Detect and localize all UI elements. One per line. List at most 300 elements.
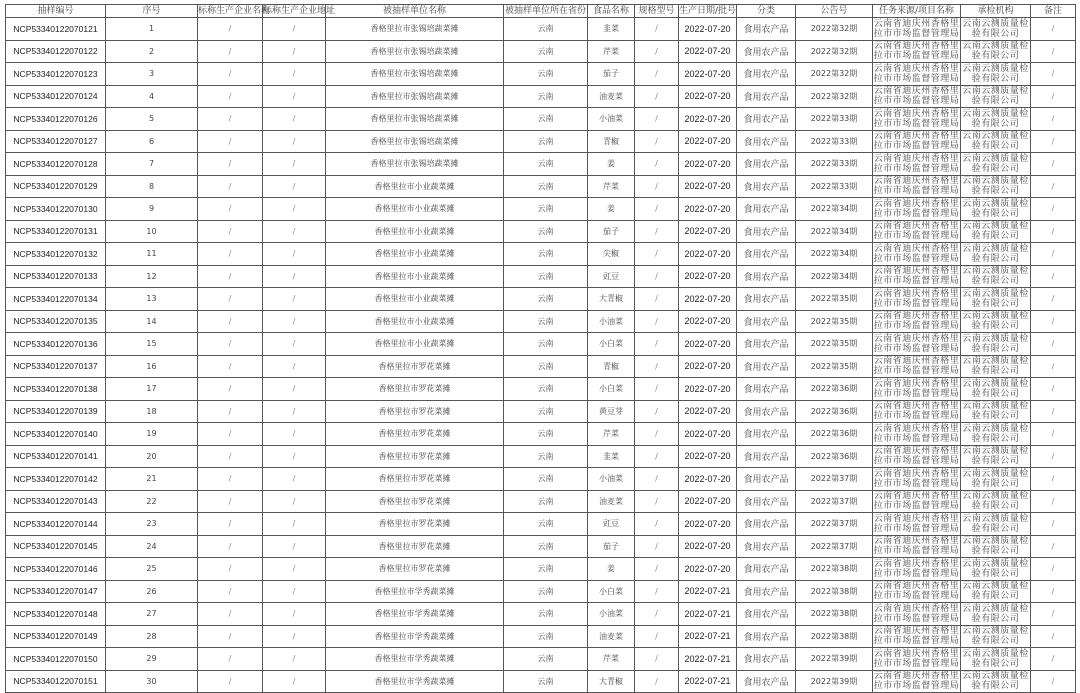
cell-category[interactable]: 食用农产品 xyxy=(737,153,796,176)
cell-manufacturer-name[interactable]: / xyxy=(198,310,263,333)
cell-production-date[interactable]: 2022-07-20 xyxy=(679,490,737,513)
cell-sampled-unit-province[interactable]: 云南 xyxy=(504,378,588,401)
cell-production-date[interactable]: 2022-07-20 xyxy=(679,153,737,176)
cell-sampled-unit-province[interactable]: 云南 xyxy=(504,468,588,491)
cell-serial-no[interactable]: 9 xyxy=(106,198,198,221)
cell-sampled-unit-name[interactable]: 香格里拉市小业蔬菜摊 xyxy=(326,220,504,243)
cell-production-date[interactable]: 2022-07-20 xyxy=(679,108,737,131)
cell-sampled-unit-name[interactable]: 香格里拉市张锡培蔬菜摊 xyxy=(326,40,504,63)
cell-category[interactable]: 食用农产品 xyxy=(737,580,796,603)
cell-sample-id[interactable]: NCP53340122070145 xyxy=(6,535,106,558)
cell-category[interactable]: 食用农产品 xyxy=(737,175,796,198)
cell-testing-agency[interactable]: 云南云测质量检验有限公司 xyxy=(962,423,1029,444)
cell-remarks[interactable]: / xyxy=(1031,625,1076,648)
cell-specification[interactable]: / xyxy=(635,490,679,513)
cell-specification[interactable]: / xyxy=(635,445,679,468)
cell-serial-no[interactable]: 6 xyxy=(106,130,198,153)
cell-production-date[interactable]: 2022-07-21 xyxy=(679,580,737,603)
cell-food-name[interactable]: 芹菜 xyxy=(588,648,635,671)
cell-serial-no[interactable]: 30 xyxy=(106,670,198,693)
cell-sample-id[interactable]: NCP53340122070131 xyxy=(6,220,106,243)
cell-announcement-no[interactable]: 2022第33期 xyxy=(796,108,873,131)
cell-production-date[interactable]: 2022-07-20 xyxy=(679,288,737,311)
cell-task-source[interactable]: 云南省迪庆州香格里拉市市场监督管理局 xyxy=(873,603,960,624)
cell-food-name[interactable]: 芹菜 xyxy=(588,423,635,446)
cell-food-name[interactable]: 青椒 xyxy=(588,355,635,378)
cell-specification[interactable]: / xyxy=(635,625,679,648)
cell-specification[interactable]: / xyxy=(635,130,679,153)
cell-sampled-unit-name[interactable]: 香格里拉市罗花菜摊 xyxy=(326,378,504,401)
cell-sample-id[interactable]: NCP53340122070141 xyxy=(6,445,106,468)
cell-manufacturer-name[interactable]: / xyxy=(198,130,263,153)
cell-remarks[interactable]: / xyxy=(1031,670,1076,693)
cell-manufacturer-name[interactable]: / xyxy=(198,648,263,671)
cell-manufacturer-name[interactable]: / xyxy=(198,265,263,288)
cell-production-date[interactable]: 2022-07-20 xyxy=(679,468,737,491)
cell-manufacturer-address[interactable]: / xyxy=(263,625,326,648)
cell-manufacturer-name[interactable]: / xyxy=(198,670,263,693)
cell-sampled-unit-province[interactable]: 云南 xyxy=(504,108,588,131)
cell-food-name[interactable]: 小白菜 xyxy=(588,580,635,603)
cell-production-date[interactable]: 2022-07-20 xyxy=(679,265,737,288)
cell-task-source[interactable]: 云南省迪庆州香格里拉市市场监督管理局 xyxy=(873,333,960,354)
cell-task-source[interactable]: 云南省迪庆州香格里拉市市场监督管理局 xyxy=(873,86,960,107)
cell-food-name[interactable]: 韭菜 xyxy=(588,18,635,41)
cell-specification[interactable]: / xyxy=(635,378,679,401)
cell-category[interactable]: 食用农产品 xyxy=(737,445,796,468)
cell-manufacturer-address[interactable]: / xyxy=(263,288,326,311)
cell-sampled-unit-name[interactable]: 香格里拉市学秀蔬菜摊 xyxy=(326,580,504,603)
cell-category[interactable]: 食用农产品 xyxy=(737,490,796,513)
cell-sample-id[interactable]: NCP53340122070128 xyxy=(6,153,106,176)
cell-sampled-unit-name[interactable]: 香格里拉市罗花菜摊 xyxy=(326,535,504,558)
cell-sample-id[interactable]: NCP53340122070132 xyxy=(6,243,106,266)
cell-sampled-unit-name[interactable]: 香格里拉市张锡培蔬菜摊 xyxy=(326,85,504,108)
cell-manufacturer-address[interactable]: / xyxy=(263,18,326,41)
cell-specification[interactable]: / xyxy=(635,243,679,266)
cell-announcement-no[interactable]: 2022第38期 xyxy=(796,603,873,626)
cell-serial-no[interactable]: 22 xyxy=(106,490,198,513)
cell-specification[interactable]: / xyxy=(635,63,679,86)
cell-sampled-unit-province[interactable]: 云南 xyxy=(504,85,588,108)
cell-testing-agency[interactable]: 云南云测质量检验有限公司 xyxy=(962,176,1029,197)
cell-sample-id[interactable]: NCP53340122070134 xyxy=(6,288,106,311)
cell-serial-no[interactable]: 16 xyxy=(106,355,198,378)
cell-specification[interactable]: / xyxy=(635,85,679,108)
cell-category[interactable]: 食用农产品 xyxy=(737,108,796,131)
cell-production-date[interactable]: 2022-07-20 xyxy=(679,130,737,153)
cell-manufacturer-name[interactable]: / xyxy=(198,63,263,86)
cell-sampled-unit-province[interactable]: 云南 xyxy=(504,490,588,513)
cell-serial-no[interactable]: 4 xyxy=(106,85,198,108)
cell-manufacturer-address[interactable]: / xyxy=(263,445,326,468)
cell-testing-agency[interactable]: 云南云测质量检验有限公司 xyxy=(962,671,1029,692)
cell-serial-no[interactable]: 27 xyxy=(106,603,198,626)
cell-announcement-no[interactable]: 2022第32期 xyxy=(796,40,873,63)
cell-sampled-unit-name[interactable]: 香格里拉市小业蔬菜摊 xyxy=(326,288,504,311)
cell-category[interactable]: 食用农产品 xyxy=(737,670,796,693)
cell-sampled-unit-province[interactable]: 云南 xyxy=(504,18,588,41)
cell-announcement-no[interactable]: 2022第32期 xyxy=(796,63,873,86)
cell-specification[interactable]: / xyxy=(635,18,679,41)
cell-sampled-unit-name[interactable]: 香格里拉市小业蔬菜摊 xyxy=(326,265,504,288)
cell-serial-no[interactable]: 7 xyxy=(106,153,198,176)
cell-testing-agency[interactable]: 云南云测质量检验有限公司 xyxy=(962,108,1029,129)
cell-remarks[interactable]: / xyxy=(1031,198,1076,221)
cell-remarks[interactable]: / xyxy=(1031,400,1076,423)
cell-testing-agency[interactable]: 云南云测质量检验有限公司 xyxy=(962,581,1029,602)
cell-testing-agency[interactable]: 云南云测质量检验有限公司 xyxy=(962,243,1029,264)
cell-production-date[interactable]: 2022-07-20 xyxy=(679,423,737,446)
cell-remarks[interactable]: / xyxy=(1031,40,1076,63)
cell-announcement-no[interactable]: 2022第38期 xyxy=(796,625,873,648)
cell-serial-no[interactable]: 10 xyxy=(106,220,198,243)
cell-announcement-no[interactable]: 2022第34期 xyxy=(796,220,873,243)
cell-sampled-unit-province[interactable]: 云南 xyxy=(504,513,588,536)
cell-announcement-no[interactable]: 2022第35期 xyxy=(796,288,873,311)
cell-remarks[interactable]: / xyxy=(1031,468,1076,491)
cell-production-date[interactable]: 2022-07-20 xyxy=(679,198,737,221)
cell-manufacturer-address[interactable]: / xyxy=(263,355,326,378)
cell-announcement-no[interactable]: 2022第37期 xyxy=(796,513,873,536)
cell-food-name[interactable]: 青椒 xyxy=(588,130,635,153)
cell-manufacturer-name[interactable]: / xyxy=(198,175,263,198)
cell-announcement-no[interactable]: 2022第38期 xyxy=(796,580,873,603)
cell-announcement-no[interactable]: 2022第37期 xyxy=(796,490,873,513)
cell-manufacturer-name[interactable]: / xyxy=(198,85,263,108)
cell-sample-id[interactable]: NCP53340122070138 xyxy=(6,378,106,401)
cell-sampled-unit-province[interactable]: 云南 xyxy=(504,198,588,221)
cell-production-date[interactable]: 2022-07-21 xyxy=(679,670,737,693)
cell-task-source[interactable]: 云南省迪庆州香格里拉市市场监督管理局 xyxy=(873,41,960,62)
cell-manufacturer-name[interactable]: / xyxy=(198,513,263,536)
cell-sampled-unit-name[interactable]: 香格里拉市学秀蔬菜摊 xyxy=(326,603,504,626)
cell-sample-id[interactable]: NCP53340122070127 xyxy=(6,130,106,153)
cell-food-name[interactable]: 韭菜 xyxy=(588,445,635,468)
cell-food-name[interactable]: 油麦菜 xyxy=(588,625,635,648)
cell-remarks[interactable]: / xyxy=(1031,175,1076,198)
cell-production-date[interactable]: 2022-07-20 xyxy=(679,355,737,378)
cell-manufacturer-address[interactable]: / xyxy=(263,153,326,176)
cell-production-date[interactable]: 2022-07-20 xyxy=(679,558,737,581)
cell-sampled-unit-province[interactable]: 云南 xyxy=(504,288,588,311)
cell-serial-no[interactable]: 1 xyxy=(106,18,198,41)
cell-sample-id[interactable]: NCP53340122070151 xyxy=(6,670,106,693)
cell-category[interactable]: 食用农产品 xyxy=(737,625,796,648)
cell-serial-no[interactable]: 18 xyxy=(106,400,198,423)
cell-announcement-no[interactable]: 2022第36期 xyxy=(796,400,873,423)
cell-food-name[interactable]: 小白菜 xyxy=(588,333,635,356)
cell-food-name[interactable]: 黄豆芽 xyxy=(588,400,635,423)
cell-category[interactable]: 食用农产品 xyxy=(737,423,796,446)
cell-manufacturer-name[interactable]: / xyxy=(198,333,263,356)
cell-testing-agency[interactable]: 云南云测质量检验有限公司 xyxy=(962,356,1029,377)
cell-testing-agency[interactable]: 云南云测质量检验有限公司 xyxy=(962,603,1029,624)
cell-announcement-no[interactable]: 2022第35期 xyxy=(796,333,873,356)
cell-announcement-no[interactable]: 2022第33期 xyxy=(796,175,873,198)
cell-specification[interactable]: / xyxy=(635,153,679,176)
cell-specification[interactable]: / xyxy=(635,175,679,198)
cell-specification[interactable]: / xyxy=(635,558,679,581)
cell-production-date[interactable]: 2022-07-20 xyxy=(679,85,737,108)
cell-sampled-unit-name[interactable]: 香格里拉市小业蔬菜摊 xyxy=(326,310,504,333)
cell-sample-id[interactable]: NCP53340122070129 xyxy=(6,175,106,198)
cell-task-source[interactable]: 云南省迪庆州香格里拉市市场监督管理局 xyxy=(873,401,960,422)
cell-production-date[interactable]: 2022-07-20 xyxy=(679,243,737,266)
cell-production-date[interactable]: 2022-07-21 xyxy=(679,603,737,626)
cell-specification[interactable]: / xyxy=(635,265,679,288)
cell-sample-id[interactable]: NCP53340122070126 xyxy=(6,108,106,131)
cell-sampled-unit-province[interactable]: 云南 xyxy=(504,603,588,626)
cell-announcement-no[interactable]: 2022第33期 xyxy=(796,130,873,153)
cell-task-source[interactable]: 云南省迪庆州香格里拉市市场监督管理局 xyxy=(873,671,960,692)
cell-manufacturer-address[interactable]: / xyxy=(263,490,326,513)
cell-manufacturer-name[interactable]: / xyxy=(198,198,263,221)
cell-testing-agency[interactable]: 云南云测质量检验有限公司 xyxy=(962,513,1029,534)
cell-food-name[interactable]: 小油菜 xyxy=(588,108,635,131)
cell-manufacturer-address[interactable]: / xyxy=(263,400,326,423)
cell-task-source[interactable]: 云南省迪庆州香格里拉市市场监督管理局 xyxy=(873,446,960,467)
cell-manufacturer-address[interactable]: / xyxy=(263,648,326,671)
cell-sampled-unit-province[interactable]: 云南 xyxy=(504,355,588,378)
cell-sample-id[interactable]: NCP53340122070124 xyxy=(6,85,106,108)
cell-remarks[interactable]: / xyxy=(1031,310,1076,333)
cell-food-name[interactable]: 油麦菜 xyxy=(588,490,635,513)
cell-manufacturer-name[interactable]: / xyxy=(198,288,263,311)
cell-production-date[interactable]: 2022-07-20 xyxy=(679,445,737,468)
cell-task-source[interactable]: 云南省迪庆州香格里拉市市场监督管理局 xyxy=(873,243,960,264)
cell-sampled-unit-name[interactable]: 香格里拉市学秀蔬菜摊 xyxy=(326,648,504,671)
cell-remarks[interactable]: / xyxy=(1031,333,1076,356)
cell-sample-id[interactable]: NCP53340122070149 xyxy=(6,625,106,648)
cell-category[interactable]: 食用农产品 xyxy=(737,468,796,491)
cell-sampled-unit-name[interactable]: 香格里拉市罗花菜摊 xyxy=(326,400,504,423)
cell-announcement-no[interactable]: 2022第34期 xyxy=(796,198,873,221)
cell-category[interactable]: 食用农产品 xyxy=(737,198,796,221)
cell-serial-no[interactable]: 5 xyxy=(106,108,198,131)
cell-sampled-unit-province[interactable]: 云南 xyxy=(504,63,588,86)
cell-testing-agency[interactable]: 云南云测质量检验有限公司 xyxy=(962,311,1029,332)
cell-remarks[interactable]: / xyxy=(1031,648,1076,671)
cell-manufacturer-address[interactable]: / xyxy=(263,63,326,86)
cell-testing-agency[interactable]: 云南云测质量检验有限公司 xyxy=(962,401,1029,422)
cell-task-source[interactable]: 云南省迪庆州香格里拉市市场监督管理局 xyxy=(873,648,960,669)
cell-category[interactable]: 食用农产品 xyxy=(737,648,796,671)
cell-manufacturer-name[interactable]: / xyxy=(198,490,263,513)
cell-sample-id[interactable]: NCP53340122070137 xyxy=(6,355,106,378)
cell-specification[interactable]: / xyxy=(635,108,679,131)
cell-testing-agency[interactable]: 云南云测质量检验有限公司 xyxy=(962,221,1029,242)
cell-manufacturer-name[interactable]: / xyxy=(198,580,263,603)
cell-remarks[interactable]: / xyxy=(1031,85,1076,108)
cell-sampled-unit-name[interactable]: 香格里拉市罗花菜摊 xyxy=(326,355,504,378)
cell-category[interactable]: 食用农产品 xyxy=(737,63,796,86)
cell-manufacturer-address[interactable]: / xyxy=(263,243,326,266)
cell-specification[interactable]: / xyxy=(635,355,679,378)
cell-production-date[interactable]: 2022-07-20 xyxy=(679,535,737,558)
cell-announcement-no[interactable]: 2022第32期 xyxy=(796,18,873,41)
cell-manufacturer-name[interactable]: / xyxy=(198,378,263,401)
cell-manufacturer-address[interactable]: / xyxy=(263,40,326,63)
cell-sampled-unit-province[interactable]: 云南 xyxy=(504,130,588,153)
cell-serial-no[interactable]: 14 xyxy=(106,310,198,333)
cell-serial-no[interactable]: 15 xyxy=(106,333,198,356)
cell-category[interactable]: 食用农产品 xyxy=(737,265,796,288)
cell-remarks[interactable]: / xyxy=(1031,378,1076,401)
cell-task-source[interactable]: 云南省迪庆州香格里拉市市场监督管理局 xyxy=(873,558,960,579)
cell-announcement-no[interactable]: 2022第38期 xyxy=(796,558,873,581)
cell-food-name[interactable]: 豇豆 xyxy=(588,513,635,536)
cell-sampled-unit-province[interactable]: 云南 xyxy=(504,423,588,446)
cell-specification[interactable]: / xyxy=(635,423,679,446)
cell-production-date[interactable]: 2022-07-20 xyxy=(679,63,737,86)
cell-serial-no[interactable]: 26 xyxy=(106,580,198,603)
cell-manufacturer-address[interactable]: / xyxy=(263,220,326,243)
cell-manufacturer-address[interactable]: / xyxy=(263,580,326,603)
cell-specification[interactable]: / xyxy=(635,400,679,423)
cell-food-name[interactable]: 小油菜 xyxy=(588,603,635,626)
cell-announcement-no[interactable]: 2022第36期 xyxy=(796,378,873,401)
cell-category[interactable]: 食用农产品 xyxy=(737,310,796,333)
cell-sampled-unit-province[interactable]: 云南 xyxy=(504,400,588,423)
cell-manufacturer-address[interactable]: / xyxy=(263,108,326,131)
cell-testing-agency[interactable]: 云南云测质量检验有限公司 xyxy=(962,446,1029,467)
cell-sampled-unit-province[interactable]: 云南 xyxy=(504,648,588,671)
cell-production-date[interactable]: 2022-07-20 xyxy=(679,333,737,356)
cell-manufacturer-name[interactable]: / xyxy=(198,535,263,558)
cell-sampled-unit-name[interactable]: 香格里拉市张锡培蔬菜摊 xyxy=(326,63,504,86)
cell-remarks[interactable]: / xyxy=(1031,63,1076,86)
cell-manufacturer-name[interactable]: / xyxy=(198,243,263,266)
cell-remarks[interactable]: / xyxy=(1031,603,1076,626)
cell-sampled-unit-name[interactable]: 香格里拉市小业蔬菜摊 xyxy=(326,243,504,266)
cell-manufacturer-address[interactable]: / xyxy=(263,198,326,221)
cell-sample-id[interactable]: NCP53340122070140 xyxy=(6,423,106,446)
cell-sampled-unit-province[interactable]: 云南 xyxy=(504,625,588,648)
cell-testing-agency[interactable]: 云南云测质量检验有限公司 xyxy=(962,18,1029,39)
cell-remarks[interactable]: / xyxy=(1031,288,1076,311)
cell-remarks[interactable]: / xyxy=(1031,490,1076,513)
cell-specification[interactable]: / xyxy=(635,670,679,693)
cell-category[interactable]: 食用农产品 xyxy=(737,378,796,401)
cell-remarks[interactable]: / xyxy=(1031,558,1076,581)
cell-sampled-unit-name[interactable]: 香格里拉市学秀蔬菜摊 xyxy=(326,625,504,648)
cell-testing-agency[interactable]: 云南云测质量检验有限公司 xyxy=(962,558,1029,579)
cell-category[interactable]: 食用农产品 xyxy=(737,243,796,266)
cell-specification[interactable]: / xyxy=(635,310,679,333)
cell-sampled-unit-province[interactable]: 云南 xyxy=(504,153,588,176)
cell-specification[interactable]: / xyxy=(635,535,679,558)
cell-sampled-unit-name[interactable]: 香格里拉市罗花菜摊 xyxy=(326,423,504,446)
cell-sampled-unit-province[interactable]: 云南 xyxy=(504,40,588,63)
cell-sample-id[interactable]: NCP53340122070142 xyxy=(6,468,106,491)
cell-serial-no[interactable]: 12 xyxy=(106,265,198,288)
cell-task-source[interactable]: 云南省迪庆州香格里拉市市场监督管理局 xyxy=(873,491,960,512)
cell-testing-agency[interactable]: 云南云测质量检验有限公司 xyxy=(962,198,1029,219)
cell-category[interactable]: 食用农产品 xyxy=(737,18,796,41)
cell-remarks[interactable]: / xyxy=(1031,243,1076,266)
cell-food-name[interactable]: 姜 xyxy=(588,558,635,581)
cell-testing-agency[interactable]: 云南云测质量检验有限公司 xyxy=(962,266,1029,287)
cell-sampled-unit-province[interactable]: 云南 xyxy=(504,670,588,693)
cell-food-name[interactable]: 茄子 xyxy=(588,220,635,243)
cell-specification[interactable]: / xyxy=(635,468,679,491)
cell-serial-no[interactable]: 8 xyxy=(106,175,198,198)
cell-announcement-no[interactable]: 2022第33期 xyxy=(796,153,873,176)
cell-food-name[interactable]: 小白菜 xyxy=(588,378,635,401)
cell-sampled-unit-province[interactable]: 云南 xyxy=(504,220,588,243)
cell-food-name[interactable]: 芹菜 xyxy=(588,40,635,63)
cell-specification[interactable]: / xyxy=(635,580,679,603)
cell-task-source[interactable]: 云南省迪庆州香格里拉市市场监督管理局 xyxy=(873,153,960,174)
cell-serial-no[interactable]: 25 xyxy=(106,558,198,581)
cell-testing-agency[interactable]: 云南云测质量检验有限公司 xyxy=(962,626,1029,647)
cell-serial-no[interactable]: 28 xyxy=(106,625,198,648)
cell-announcement-no[interactable]: 2022第36期 xyxy=(796,423,873,446)
cell-specification[interactable]: / xyxy=(635,288,679,311)
cell-manufacturer-name[interactable]: / xyxy=(198,18,263,41)
cell-production-date[interactable]: 2022-07-20 xyxy=(679,220,737,243)
cell-sampled-unit-name[interactable]: 香格里拉市罗花菜摊 xyxy=(326,445,504,468)
cell-announcement-no[interactable]: 2022第37期 xyxy=(796,468,873,491)
cell-remarks[interactable]: / xyxy=(1031,153,1076,176)
cell-category[interactable]: 食用农产品 xyxy=(737,40,796,63)
cell-manufacturer-address[interactable]: / xyxy=(263,333,326,356)
cell-food-name[interactable]: 豇豆 xyxy=(588,265,635,288)
cell-sampled-unit-name[interactable]: 香格里拉市小业蔬菜摊 xyxy=(326,175,504,198)
cell-sampled-unit-name[interactable]: 香格里拉市学秀蔬菜摊 xyxy=(326,670,504,693)
cell-announcement-no[interactable]: 2022第39期 xyxy=(796,648,873,671)
cell-testing-agency[interactable]: 云南云测质量检验有限公司 xyxy=(962,41,1029,62)
cell-task-source[interactable]: 云南省迪庆州香格里拉市市场监督管理局 xyxy=(873,288,960,309)
cell-manufacturer-name[interactable]: / xyxy=(198,400,263,423)
cell-testing-agency[interactable]: 云南云测质量检验有限公司 xyxy=(962,131,1029,152)
cell-task-source[interactable]: 云南省迪庆州香格里拉市市场监督管理局 xyxy=(873,513,960,534)
cell-sampled-unit-name[interactable]: 香格里拉市罗花菜摊 xyxy=(326,558,504,581)
cell-sampled-unit-name[interactable]: 香格里拉市张锡培蔬菜摊 xyxy=(326,153,504,176)
cell-announcement-no[interactable]: 2022第35期 xyxy=(796,355,873,378)
cell-sample-id[interactable]: NCP53340122070148 xyxy=(6,603,106,626)
cell-sampled-unit-province[interactable]: 云南 xyxy=(504,445,588,468)
cell-announcement-no[interactable]: 2022第34期 xyxy=(796,243,873,266)
cell-serial-no[interactable]: 23 xyxy=(106,513,198,536)
cell-announcement-no[interactable]: 2022第35期 xyxy=(796,310,873,333)
cell-food-name[interactable]: 尖椒 xyxy=(588,243,635,266)
cell-manufacturer-address[interactable]: / xyxy=(263,670,326,693)
cell-production-date[interactable]: 2022-07-20 xyxy=(679,18,737,41)
cell-task-source[interactable]: 云南省迪庆州香格里拉市市场监督管理局 xyxy=(873,468,960,489)
cell-specification[interactable]: / xyxy=(635,333,679,356)
cell-announcement-no[interactable]: 2022第32期 xyxy=(796,85,873,108)
cell-food-name[interactable]: 茄子 xyxy=(588,63,635,86)
cell-task-source[interactable]: 云南省迪庆州香格里拉市市场监督管理局 xyxy=(873,356,960,377)
cell-sampled-unit-province[interactable]: 云南 xyxy=(504,265,588,288)
cell-manufacturer-name[interactable]: / xyxy=(198,40,263,63)
cell-sample-id[interactable]: NCP53340122070121 xyxy=(6,18,106,41)
cell-food-name[interactable]: 姜 xyxy=(588,198,635,221)
cell-serial-no[interactable]: 17 xyxy=(106,378,198,401)
cell-remarks[interactable]: / xyxy=(1031,355,1076,378)
cell-remarks[interactable]: / xyxy=(1031,265,1076,288)
cell-sampled-unit-name[interactable]: 香格里拉市小业蔬菜摊 xyxy=(326,333,504,356)
cell-sampled-unit-province[interactable]: 云南 xyxy=(504,175,588,198)
cell-sample-id[interactable]: NCP53340122070122 xyxy=(6,40,106,63)
cell-manufacturer-name[interactable]: / xyxy=(198,108,263,131)
cell-manufacturer-address[interactable]: / xyxy=(263,378,326,401)
cell-manufacturer-name[interactable]: / xyxy=(198,423,263,446)
cell-testing-agency[interactable]: 云南云测质量检验有限公司 xyxy=(962,378,1029,399)
cell-task-source[interactable]: 云南省迪庆州香格里拉市市场监督管理局 xyxy=(873,131,960,152)
